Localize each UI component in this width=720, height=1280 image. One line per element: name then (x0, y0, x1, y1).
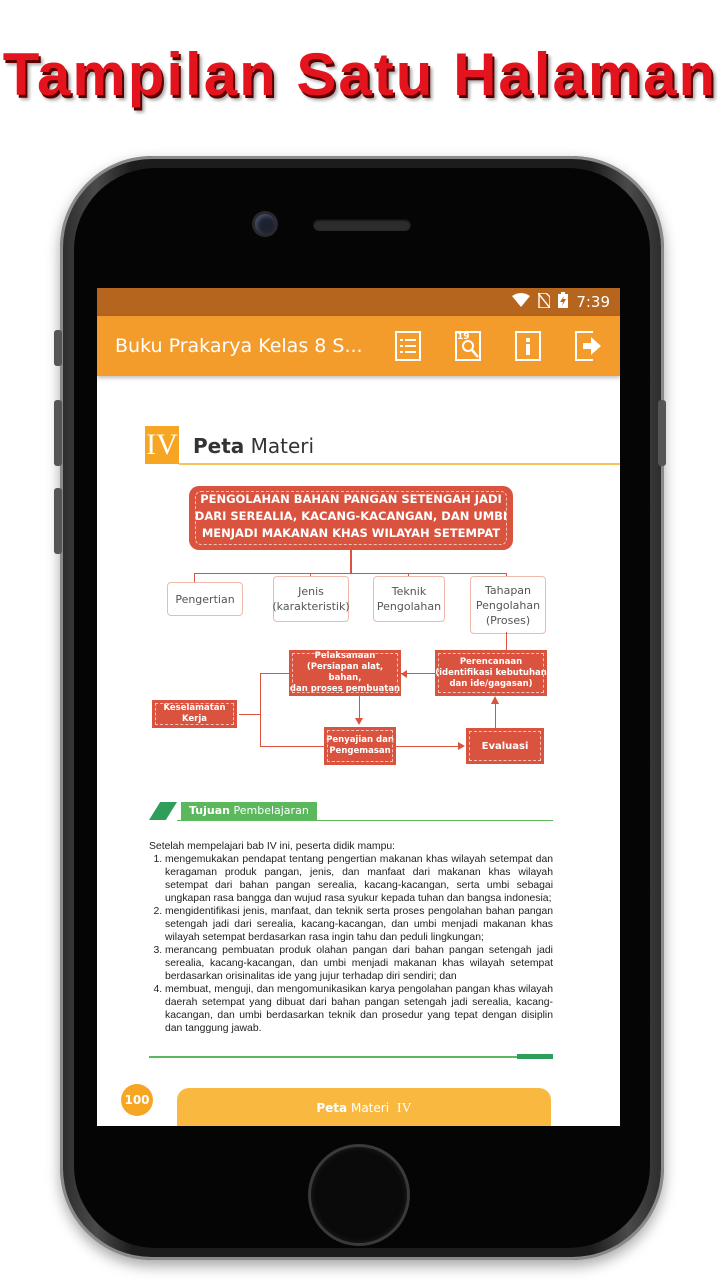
phone-screen (97, 288, 620, 1126)
connector-line (260, 673, 289, 674)
exit-icon (575, 331, 601, 361)
flow-label: Penyajian dan (326, 735, 394, 745)
connector-line (260, 673, 261, 746)
page-number: 100 (121, 1084, 153, 1116)
topic-box-pengertian (167, 582, 243, 616)
info-icon (515, 331, 541, 361)
volume-down-button (54, 488, 62, 554)
topic-label: Tahapan (484, 583, 532, 597)
goto-page-badge: 19 (457, 332, 470, 342)
flow-label: Keselamatan Kerja (163, 703, 226, 724)
connector-line (350, 550, 352, 574)
topic-label: Teknik (391, 585, 427, 598)
topic-label: (karakteristik) (272, 600, 350, 613)
main-topic-line: PENGOLAHAN BAHAN PANGAN SETENGAH JADI (200, 492, 502, 506)
headline: Tampilan Satu Halaman (2, 41, 718, 108)
goto-page-button[interactable] (455, 331, 481, 361)
list-item: 3. merancang pembuatan produk olahan pangan dari bahan pangan setengah jadi serealia, kacang-kacangan, dan umbi menjadi makanan khas wilayah setempat berdasarkan orisinalitas ide yang jujur terhadap diri sendiri; dan (165, 944, 553, 983)
flow-label: Evaluasi (481, 740, 529, 752)
chapter-title-bold: Peta (193, 434, 245, 458)
page-footer (177, 1088, 551, 1126)
flow-box-border (289, 653, 401, 694)
topic-box-jenis (273, 576, 349, 622)
tujuan-label (181, 802, 317, 820)
chapter-number: IV (145, 426, 179, 464)
flow-label: (identifikasi kebutuhan (435, 667, 547, 678)
flow-box-keselamatan (152, 700, 237, 728)
flow-label: Pengemasan (329, 746, 391, 756)
tujuan-header (149, 802, 553, 822)
status-bar (97, 288, 620, 316)
exit-button[interactable] (575, 331, 601, 361)
chapter-header (145, 426, 620, 461)
chapter-title (193, 434, 314, 458)
connector-line (239, 714, 260, 715)
topic-label: (Proses) (485, 613, 531, 627)
power-button (658, 400, 666, 466)
flow-label: (Persiapan alat, bahan, (306, 662, 384, 683)
connector-line (506, 632, 507, 650)
main-topic-line: DARI SEREALIA, KACANG-KACANGAN, DAN UMBI (194, 509, 508, 523)
app-title: Buku Prakarya Kelas 8 S... (115, 335, 363, 357)
main-topic-line: MENJADI MAKANAN KHAS WILAYAH SETEMPAT (201, 526, 501, 540)
objectives-list (149, 853, 553, 1035)
flow-label: dan ide/gagasan) (449, 678, 533, 689)
topic-label: Pengertian (175, 592, 235, 606)
info-button[interactable] (515, 331, 541, 361)
wifi-icon (512, 293, 530, 311)
arrow-right-icon (458, 742, 465, 750)
section-end-line (149, 1056, 553, 1058)
topic-box-tahapan (470, 576, 546, 634)
silent-switch (54, 330, 62, 366)
topic-box-teknik (373, 576, 445, 622)
no-sim-icon (538, 293, 550, 312)
arrow-left-icon (401, 670, 407, 678)
footer-bold: Peta (316, 1101, 348, 1115)
book-page (97, 376, 620, 1126)
list-item: 1. mengemukakan pendapat tentang pengertian makanan khas wilayah setempat dan keragaman produk pangan, jenis, dan manfaat dari makanan khas wilayah setempat dari bahan pangan serealia, kacang-kacangan, serta umbi sebagai ungkapan rasa bangga dan wujud rasa syukur kepada tuhan dan bangsa indonesia; (165, 853, 553, 905)
tujuan-rest: Pembelajaran (233, 804, 309, 817)
flow-label: Pelaksanaan (314, 651, 376, 661)
main-topic-box (189, 486, 513, 550)
volume-up-button (54, 400, 62, 466)
arrow-down-icon (355, 718, 363, 725)
front-camera (255, 214, 275, 234)
flow-box-border (469, 731, 541, 761)
connector-line (495, 704, 496, 728)
chapter-title-rest: Materi (250, 434, 315, 458)
flow-label: dan proses pembuatan (289, 684, 401, 694)
flow-box-penyajian (324, 727, 396, 765)
connector-line (396, 746, 458, 747)
arrow-up-icon (491, 696, 499, 704)
list-item: 4. membuat, menguji, dan mengomunikasikan karya pengolahan pangan khas wilayah daerah setempat yang dibuat dari bahan pangan setengah jadi serealia, kacang-kacangan, dan umbi berdasarkan teknik dan prosedur yang tepat dengan disiplin dan tanggung jawab. (165, 983, 553, 1035)
list-icon (395, 331, 421, 361)
topic-label: Jenis (298, 585, 324, 598)
tujuan-underline (177, 820, 553, 821)
flow-box-evaluasi (466, 728, 544, 764)
section-end-accent (517, 1054, 553, 1059)
topic-label: Pengolahan (475, 598, 541, 612)
flag-icon (149, 802, 177, 820)
connector-line (194, 573, 506, 574)
intro-text: Setelah mempelajari bab IV ini, peserta didik mampu: (149, 841, 396, 852)
flow-box-border (438, 653, 544, 693)
flow-box-border (327, 730, 393, 762)
list-item: 2. mengidentifikasi jenis, manfaat, dan teknik serta proses pengolahan bahan pangan setengah jadi dari serealia, kacang-kacangan, dan umbi menjadi makanan khas wilayah setempat berdasarkan rasa ingin tahu dan peduli lingkungan; (165, 905, 553, 944)
flow-label: Perencanaan (459, 656, 523, 667)
app-bar (97, 316, 620, 376)
main-topic-border (195, 491, 507, 545)
list-button[interactable] (395, 331, 421, 361)
footer-rest: Materi (350, 1101, 390, 1115)
flow-box-pelaksanaan (289, 650, 401, 696)
flow-box-border (155, 703, 234, 725)
status-time: 7:39 (576, 293, 610, 311)
connector-line (359, 696, 360, 720)
objectives-text (149, 840, 553, 1035)
topic-label: Pengolahan (376, 600, 442, 613)
chapter-underline (179, 463, 620, 465)
connector-line (260, 746, 324, 747)
tujuan-bold: Tujuan (189, 804, 230, 817)
footer-num: IV (396, 1101, 412, 1116)
home-button[interactable] (311, 1147, 407, 1243)
earpiece-speaker (313, 219, 411, 231)
battery-charging-icon (558, 292, 568, 312)
flow-box-perencanaan (435, 650, 547, 696)
